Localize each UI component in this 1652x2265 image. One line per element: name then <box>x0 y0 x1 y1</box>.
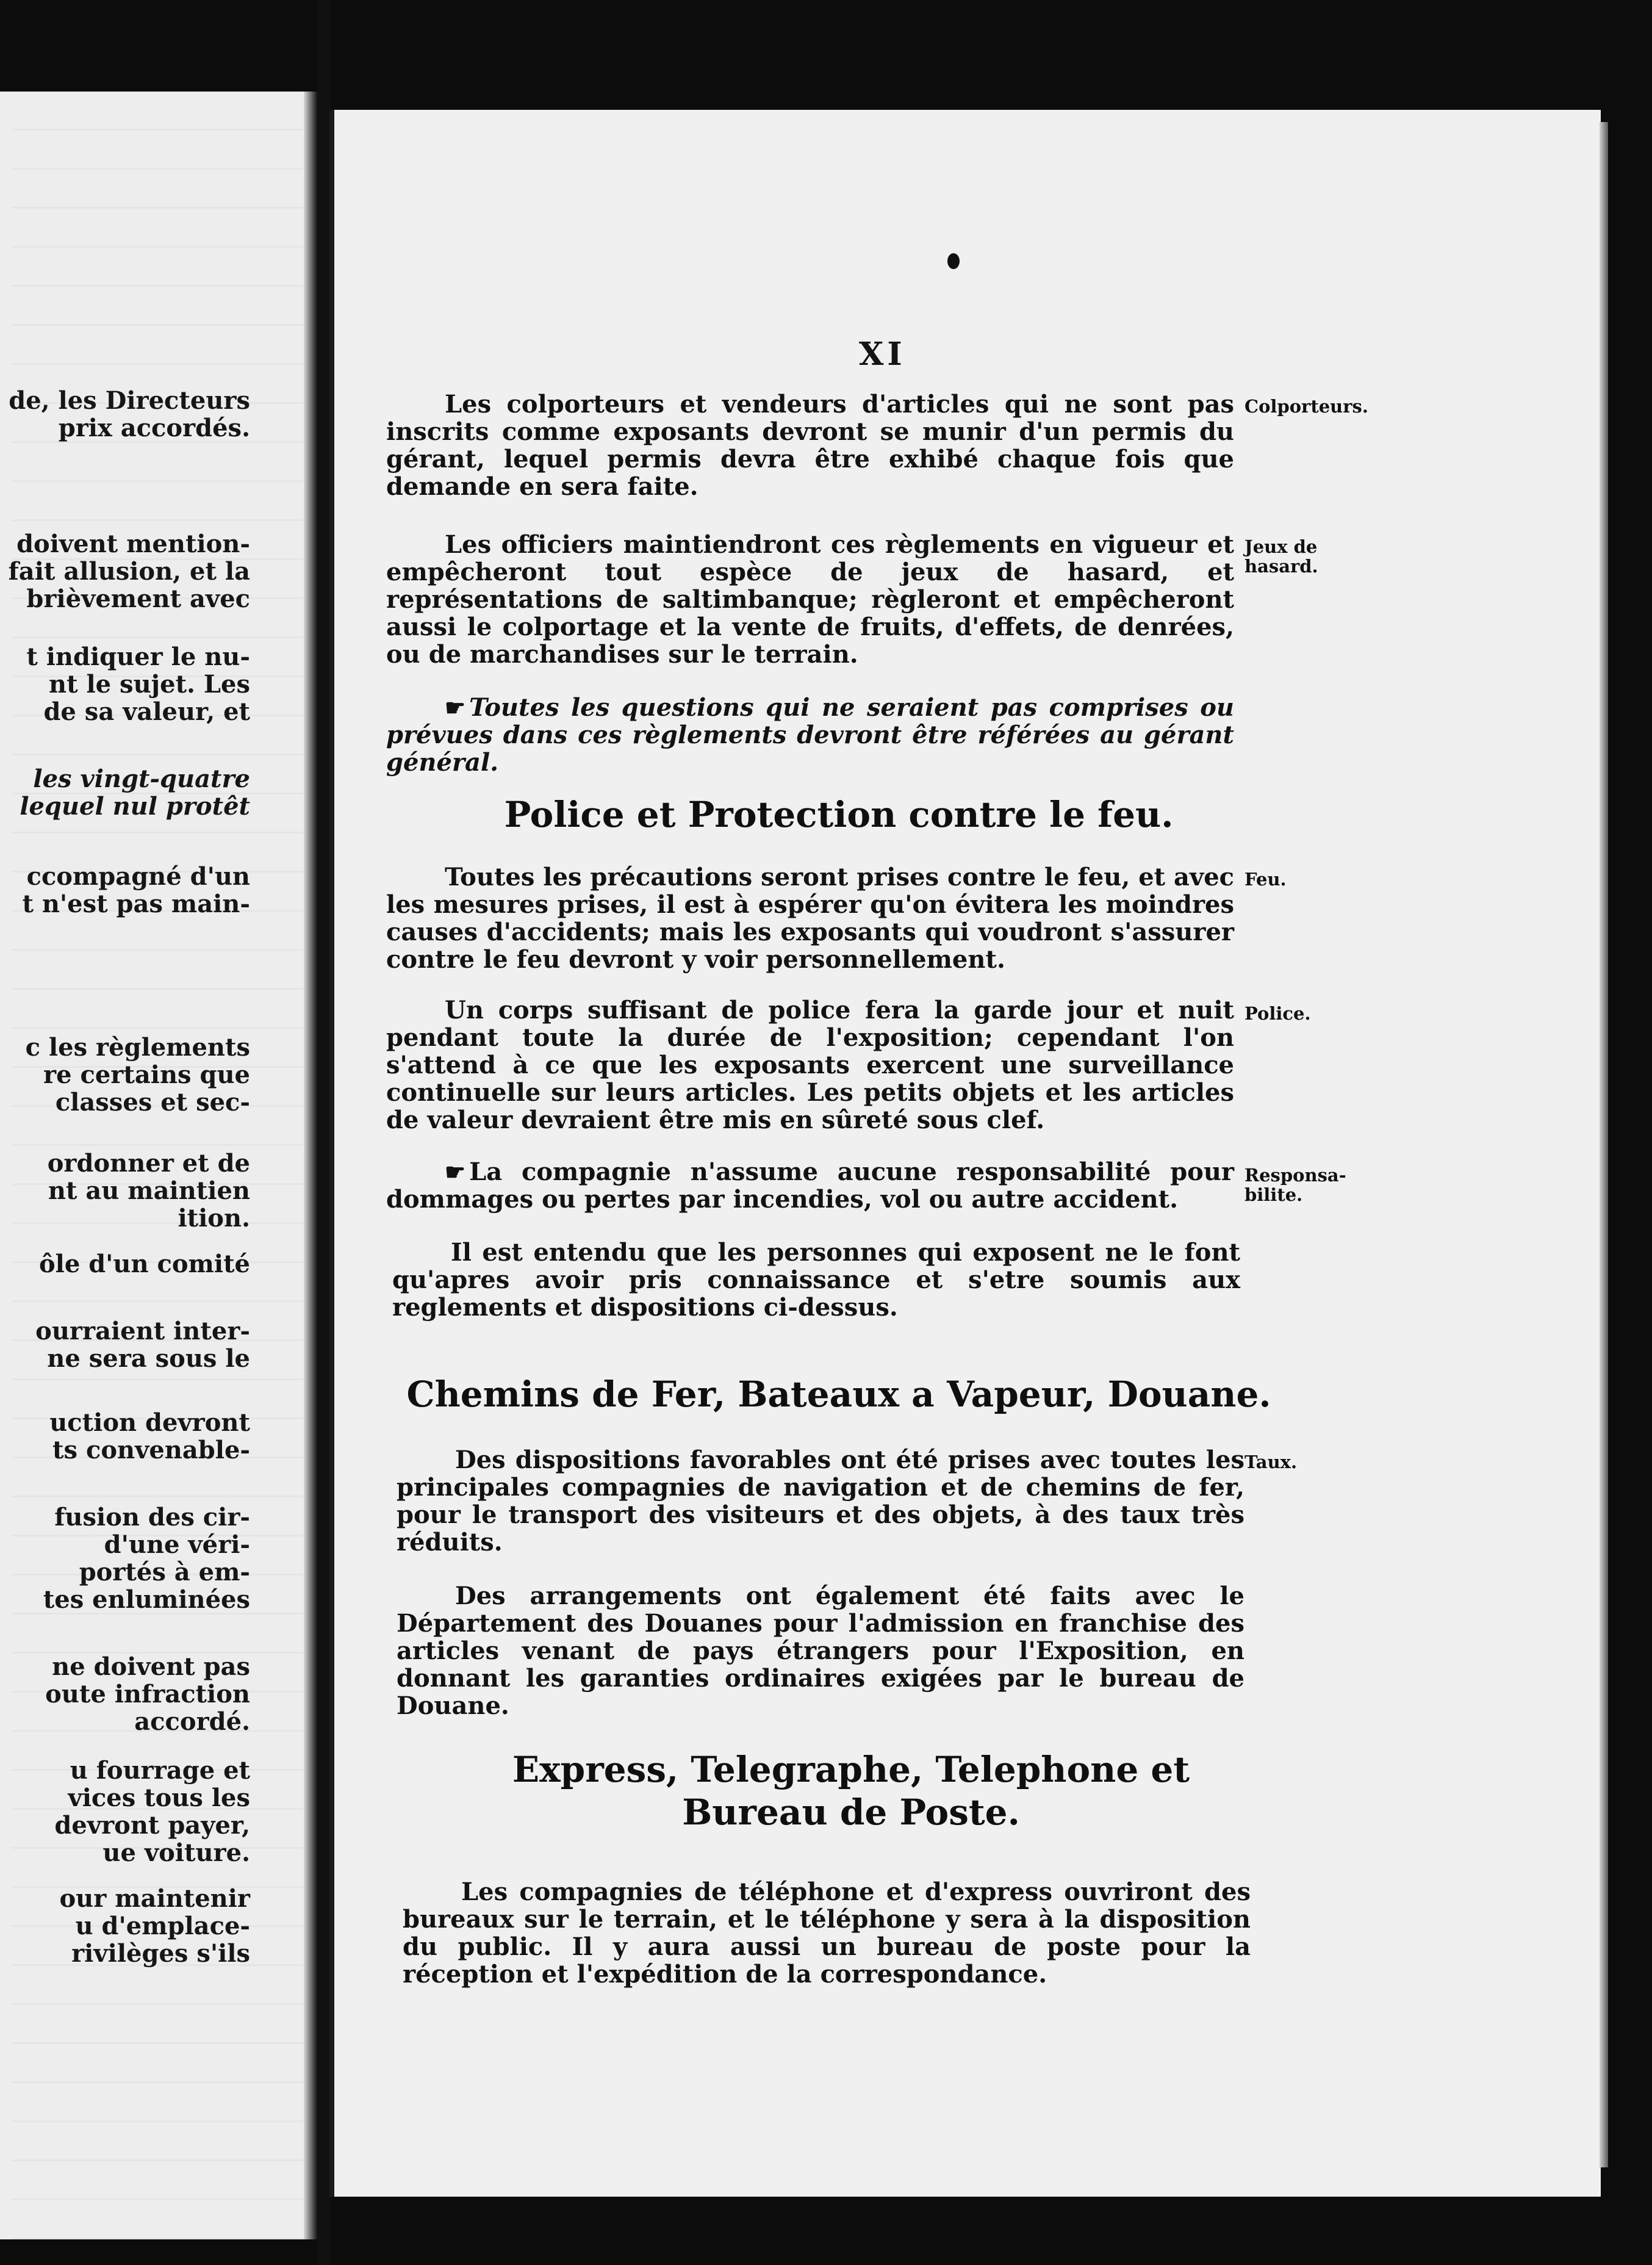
margin-note-feu: Feu. <box>1244 869 1287 890</box>
left-page-line: de, les Directeurs <box>9 386 250 415</box>
left-page-line: accordé. <box>134 1707 250 1736</box>
left-page-line: ts convenable- <box>52 1436 250 1464</box>
heading-express-line2: Bureau de Poste. <box>682 1791 1020 1833</box>
margin-note-responsabilite: Responsa- bilite. <box>1244 1165 1346 1205</box>
left-page-line: fait allusion, et la <box>8 557 250 586</box>
paragraph-colporteurs: Les colporteurs et vendeurs d'articles qui ne sont pas inscrits comme exposants devront se munir d'un permis du gérant, lequel permis devra être exhibé chaque fois que demande en sera faite. <box>386 390 1234 501</box>
heading-express-line1: Express, Telegraphe, Telephone et <box>512 1749 1190 1790</box>
paragraph-taux: Des dispositions favorables ont été prises avec toutes les principales compagnies de navigation et de chemins de fer, pour le transport des visiteurs et des objets, à des taux très réduits. <box>397 1446 1244 1557</box>
paragraph-police: Un corps suffisant de police fera la garde jour et nuit pendant toute la durée de l'exposition; cependant l'on s'attend à ce que les exposants exercent une surveillance continuelle sur leurs articles. Les petits objets et les articles de valeur devraient être mis en sûreté sous clef. <box>386 996 1234 1134</box>
left-page-line: devront payer, <box>54 1811 250 1840</box>
left-page-line: de sa valeur, et <box>43 697 250 726</box>
paragraph-feu: Toutes les précautions seront prises contre le feu, et avec les mesures prises, il est à espérer qu'on évitera les moindres causes d'accidents; mais les exposants qui voudront s'assurer contre le feu devront y voir personnellement. <box>386 863 1235 974</box>
left-page-line: brièvement avec <box>26 585 250 613</box>
left-page-line: doivent mention- <box>16 530 250 558</box>
pointing-hand-icon: ☛ <box>445 694 466 721</box>
paragraph-responsabilite-text: La compagnie n'assume aucune responsabilité pour dommages ou pertes par incendies, vol ou autre accident. <box>386 1158 1234 1214</box>
left-page-line: les vingt-quatre <box>33 765 250 793</box>
paragraph-questions-text: Toutes les questions qui ne seraient pas comprises ou prévues dans ces règlements devront être référées au gérant général. <box>386 693 1234 777</box>
left-page-line: prix accordés. <box>58 414 250 442</box>
margin-note-jeux-de-hasard: Jeux de hasard. <box>1244 536 1318 577</box>
left-page-line: vices tous les <box>68 1784 250 1812</box>
ink-dot <box>947 253 960 269</box>
left-page-line: ordonner et de <box>47 1149 250 1178</box>
margin-note-colporteurs: Colporteurs. <box>1244 396 1368 417</box>
left-page-line: uction devront <box>49 1408 250 1437</box>
left-page-line: ne sera sous le <box>47 1344 250 1373</box>
left-page-line: classes et sec- <box>55 1088 250 1117</box>
left-page-line: ôle d'un comité <box>38 1250 250 1278</box>
left-page-line: our maintenir <box>59 1884 250 1913</box>
left-page-line: d'une véri- <box>104 1530 250 1559</box>
margin-note-taux: Taux. <box>1244 1452 1298 1472</box>
left-page-line: lequel nul protêt <box>20 792 250 821</box>
left-page-line: fusion des cir- <box>54 1503 250 1532</box>
margin-note-police: Police. <box>1244 1003 1311 1024</box>
left-page-line: portés à em- <box>79 1558 250 1586</box>
left-page-gutter <box>304 92 317 2239</box>
page-inner-edge <box>329 110 334 2197</box>
paragraph-entendu: Il est entendu que les personnes qui exposent ne le font qu'apres avoir pris connaissance et s'etre soumis aux reglements et dispositions ci-dessus. <box>392 1238 1240 1322</box>
left-page-line: ccompagné d'un <box>26 862 250 891</box>
left-page-line: u d'emplace- <box>75 1912 250 1940</box>
left-page-line: re certains que <box>43 1060 250 1089</box>
paragraph-questions <box>386 694 1234 776</box>
left-page-line: ourraient inter- <box>35 1317 250 1345</box>
left-page <box>0 92 317 2239</box>
heading-police-protection: Police et Protection contre le feu. <box>504 794 1174 835</box>
left-page-line: c les règlements <box>25 1033 250 1062</box>
paragraph-douane: Des arrangements ont également été faits avec le Département des Douanes pour l'admission en franchise des articles venant de pays étrangers pour l'Exposition, en donnant les garanties ordinaires exigées par le bureau de Douane. <box>397 1582 1244 1720</box>
paragraph-officiers: Les officiers maintiendront ces règlements en vigueur et empêcheront tout espèce de jeux de hasard, et représentations de saltimbanque; règleront et empêcheront aussi le colportage et la vente de fruits, d'effets, de denrées, ou de marchandises sur le terrain. <box>386 530 1234 669</box>
left-page-line: nt le sujet. Les <box>49 670 250 699</box>
heading-chemins-de-fer: Chemins de Fer, Bateaux a Vapeur, Douane. <box>406 1374 1271 1415</box>
paragraph-poste: Les compagnies de téléphone et d'express ouvriront des bureaux sur le terrain, et le téléphone y sera à la disposition du public. Il y aura aussi un bureau de poste pour la réception et l'expédition de la correspondance. <box>403 1878 1251 1989</box>
left-page-line: rivilèges s'ils <box>71 1939 250 1968</box>
paragraph-responsabilite <box>386 1158 1234 1213</box>
left-page-line: oute infraction <box>45 1680 250 1709</box>
left-page-line: ition. <box>178 1204 250 1233</box>
left-page-line: t n'est pas main- <box>22 890 250 918</box>
page-separator <box>317 0 331 2265</box>
left-page-line: ue voiture. <box>102 1838 250 1867</box>
left-page-line: t indiquer le nu- <box>26 643 250 671</box>
left-page-line: ne doivent pas <box>52 1652 250 1681</box>
page-number: XI <box>859 336 906 373</box>
page-outer-edge <box>1600 122 1608 2167</box>
left-page-line: nt au maintien <box>48 1176 250 1205</box>
left-page-line: u fourrage et <box>70 1756 250 1785</box>
left-page-line: tes enluminées <box>43 1585 250 1614</box>
pointing-hand-icon: ☛ <box>445 1158 466 1186</box>
